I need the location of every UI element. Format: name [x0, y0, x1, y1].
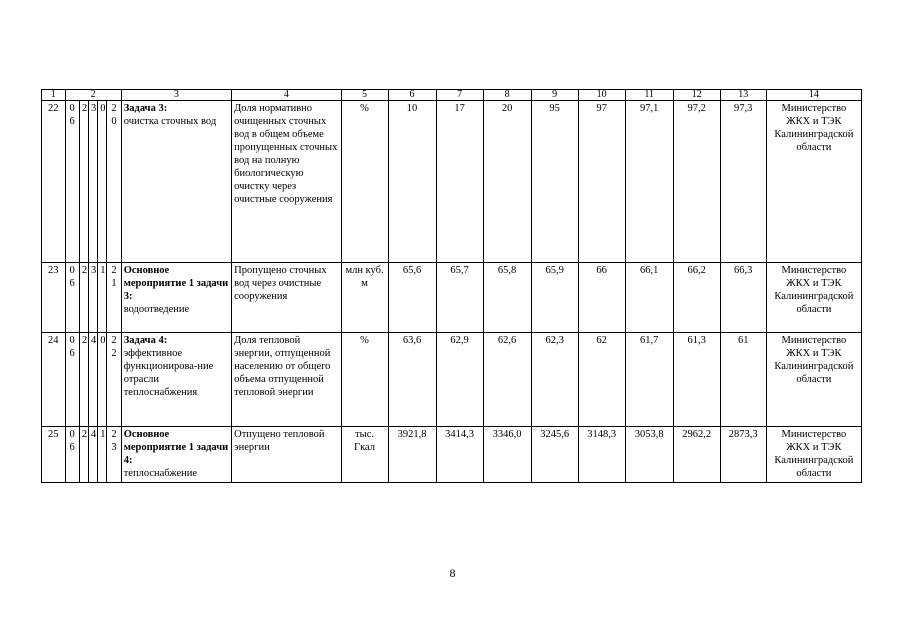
header-cell: 5	[341, 90, 388, 101]
value-cell: 3148,3	[578, 427, 625, 483]
header-cell: 13	[720, 90, 766, 101]
indicator-cell: Доля тепловой энергии, отпущенной населению от общего объема отпущенной тепловой энергии	[232, 333, 341, 427]
code-cell: 23	[107, 427, 121, 483]
task-description: теплоснабжение	[123, 468, 198, 479]
code-cell: 21	[107, 263, 121, 333]
code-cell: 2	[79, 427, 88, 483]
code-cell: 20	[107, 101, 121, 263]
value-cell: 2873,3	[720, 427, 766, 483]
code-cell: 0	[98, 333, 107, 427]
value-cell: 3921,8	[388, 427, 436, 483]
header-cell: 9	[531, 90, 578, 101]
header-cell: 11	[625, 90, 673, 101]
header-cell: 6	[388, 90, 436, 101]
indicator-cell: Доля нормативно очищенных сточных вод в общем объеме пропущенных сточных вод на полную биологическую очистку через очистные сооружения	[232, 101, 341, 263]
code-cell: 2	[79, 333, 88, 427]
task-cell	[121, 333, 231, 427]
table-row	[42, 427, 862, 483]
value-cell: 65,8	[483, 263, 531, 333]
value-cell: 97,1	[625, 101, 673, 263]
value-cell: 62,3	[531, 333, 578, 427]
header-cell: 14	[766, 90, 861, 101]
value-cell: 20	[483, 101, 531, 263]
value-cell: 95	[531, 101, 578, 263]
value-cell: 17	[436, 101, 483, 263]
task-title: Основное мероприятие 1 задачи 4:	[123, 429, 229, 466]
value-cell: 3245,6	[531, 427, 578, 483]
page-number: 8	[449, 566, 456, 580]
code-cell: 1	[98, 263, 107, 333]
header-cell: 7	[436, 90, 483, 101]
task-cell	[121, 101, 231, 263]
unit-cell: тыс. Гкал	[341, 427, 388, 483]
value-cell: 61	[720, 333, 766, 427]
value-cell: 66,1	[625, 263, 673, 333]
value-cell: 65,9	[531, 263, 578, 333]
header-cell: 4	[232, 90, 341, 101]
code-cell: 2	[79, 263, 88, 333]
code-cell: 22	[107, 333, 121, 427]
value-cell: 2962,2	[673, 427, 720, 483]
value-cell: 10	[388, 101, 436, 263]
indicator-cell: Отпущено тепловой энергии	[232, 427, 341, 483]
row-number: 22	[42, 101, 66, 263]
unit-cell: %	[341, 333, 388, 427]
task-title: Задача 3:	[123, 103, 168, 114]
header-cell: 8	[483, 90, 531, 101]
code-cell: 06	[65, 427, 79, 483]
value-cell: 65,7	[436, 263, 483, 333]
task-title: Задача 4:	[123, 335, 168, 346]
code-cell: 06	[65, 333, 79, 427]
header-row	[42, 90, 862, 101]
responsible-cell: Министерство ЖКХ и ТЭК Калининградской области	[766, 427, 861, 483]
value-cell: 62	[578, 333, 625, 427]
indicators-table	[41, 89, 862, 483]
responsible-cell: Министерство ЖКХ и ТЭК Калининградской области	[766, 333, 861, 427]
header-cell: 10	[578, 90, 625, 101]
code-cell: 4	[89, 427, 98, 483]
task-cell	[121, 427, 231, 483]
task-description: эффективное функционирова-ние отрасли теплоснабжения	[123, 348, 214, 398]
responsible-cell: Министерство ЖКХ и ТЭК Калининградской области	[766, 263, 861, 333]
task-description: водоотведение	[123, 304, 190, 315]
header-cell: 3	[121, 90, 231, 101]
value-cell: 66,3	[720, 263, 766, 333]
value-cell: 62,6	[483, 333, 531, 427]
table-row	[42, 101, 862, 263]
header-cell: 12	[673, 90, 720, 101]
value-cell: 3053,8	[625, 427, 673, 483]
indicator-cell: Пропущено сточных вод через очистные сооружения	[232, 263, 341, 333]
code-cell: 2	[79, 101, 88, 263]
unit-cell: %	[341, 101, 388, 263]
value-cell: 3414,3	[436, 427, 483, 483]
header-cell: 1	[42, 90, 66, 101]
code-cell: 3	[89, 263, 98, 333]
responsible-cell: Министерство ЖКХ и ТЭК Калининградской области	[766, 101, 861, 263]
value-cell: 97,2	[673, 101, 720, 263]
code-cell: 1	[98, 427, 107, 483]
row-number: 24	[42, 333, 66, 427]
task-title: Основное мероприятие 1 задачи 3:	[123, 265, 229, 302]
code-cell: 0	[98, 101, 107, 263]
task-cell	[121, 263, 231, 333]
code-cell: 06	[65, 263, 79, 333]
task-description: очистка сточных вод	[123, 116, 217, 127]
value-cell: 97	[578, 101, 625, 263]
unit-cell: млн куб. м	[341, 263, 388, 333]
value-cell: 65,6	[388, 263, 436, 333]
value-cell: 66,2	[673, 263, 720, 333]
header-cell: 2	[65, 90, 121, 101]
row-number: 23	[42, 263, 66, 333]
code-cell: 3	[89, 101, 98, 263]
table-row	[42, 333, 862, 427]
code-cell: 4	[89, 333, 98, 427]
value-cell: 66	[578, 263, 625, 333]
value-cell: 62,9	[436, 333, 483, 427]
value-cell: 61,3	[673, 333, 720, 427]
value-cell: 97,3	[720, 101, 766, 263]
row-number: 25	[42, 427, 66, 483]
value-cell: 61,7	[625, 333, 673, 427]
value-cell: 63,6	[388, 333, 436, 427]
value-cell: 3346,0	[483, 427, 531, 483]
code-cell: 06	[65, 101, 79, 263]
table-row	[42, 263, 862, 333]
